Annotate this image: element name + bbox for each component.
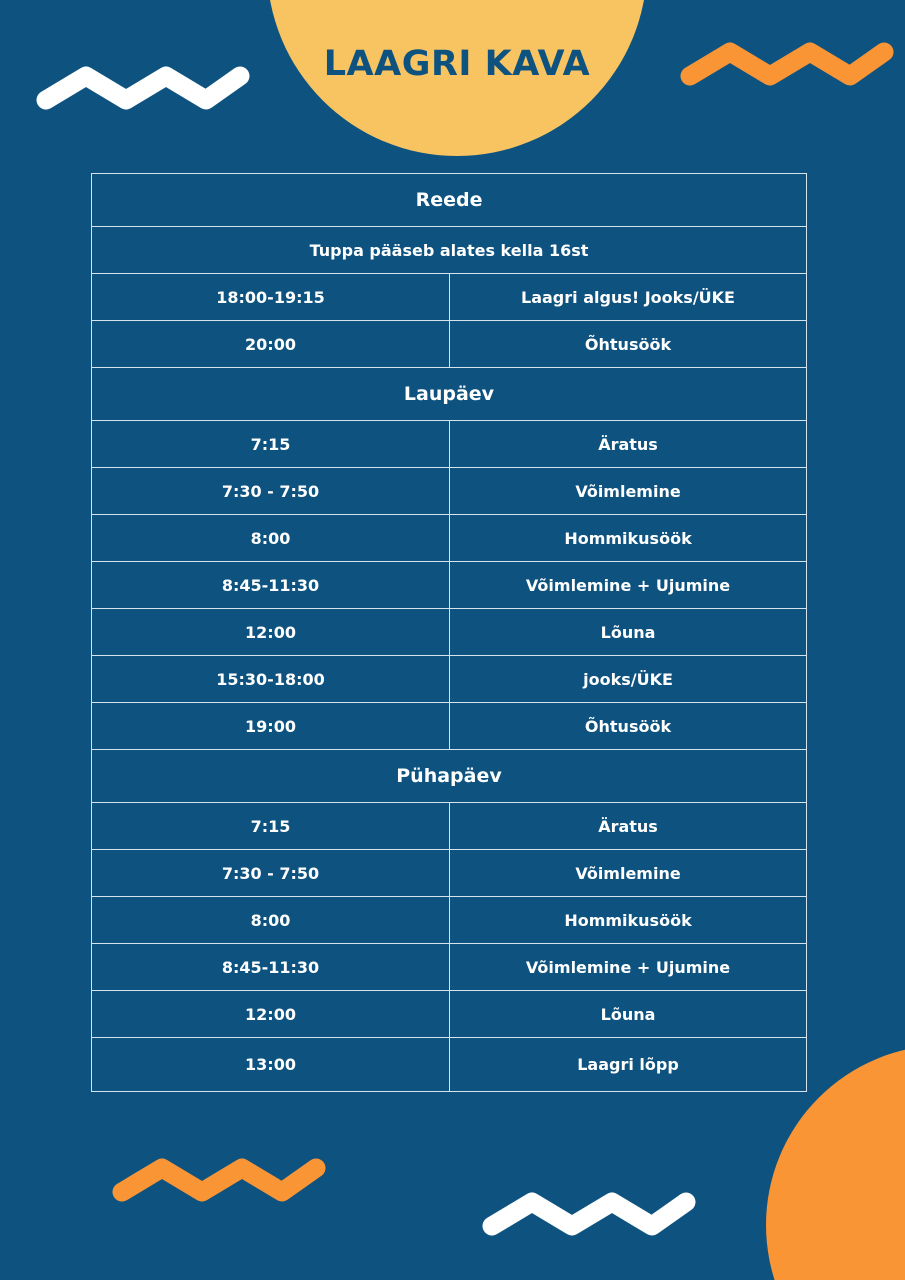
schedule-row: [92, 562, 807, 609]
activity-cell: jooks/ÜKE: [450, 656, 807, 703]
time-cell: 7:15: [92, 421, 450, 468]
schedule-row: [92, 803, 807, 850]
day-note: Tuppa pääseb alates kella 16st: [92, 227, 807, 274]
white-zigzag-top-left-icon: [30, 60, 256, 122]
schedule-table: [91, 173, 807, 1092]
schedule-row: [92, 850, 807, 897]
activity-cell: Äratus: [450, 421, 807, 468]
activity-cell: Hommikusöök: [450, 897, 807, 944]
time-cell: 7:15: [92, 803, 450, 850]
schedule-row: [92, 421, 807, 468]
schedule-row: [92, 609, 807, 656]
time-cell: 18:00-19:15: [92, 274, 450, 321]
time-cell: 20:00: [92, 321, 450, 368]
page-title: LAAGRI KAVA: [323, 44, 591, 84]
day-name: Pühapäev: [92, 750, 807, 803]
time-cell: 7:30 - 7:50: [92, 850, 450, 897]
schedule-row: [92, 468, 807, 515]
time-cell: 8:45-11:30: [92, 562, 450, 609]
time-cell: 15:30-18:00: [92, 656, 450, 703]
schedule-row: [92, 897, 807, 944]
orange-zigzag-top-right-icon: [674, 36, 900, 98]
day-header-row: [92, 368, 807, 421]
activity-cell: Lõuna: [450, 991, 807, 1038]
activity-cell: Hommikusöök: [450, 515, 807, 562]
activity-cell: Võimlemine: [450, 850, 807, 897]
day-name: Laupäev: [92, 368, 807, 421]
time-cell: 7:30 - 7:50: [92, 468, 450, 515]
activity-cell: Võimlemine: [450, 468, 807, 515]
time-cell: 8:00: [92, 897, 450, 944]
schedule-row: [92, 944, 807, 991]
activity-cell: Laagri lõpp: [450, 1038, 807, 1092]
activity-cell: Võimlemine + Ujumine: [450, 944, 807, 991]
day-header-row: [92, 174, 807, 227]
schedule-row: [92, 515, 807, 562]
activity-cell: Õhtusöök: [450, 321, 807, 368]
time-cell: 13:00: [92, 1038, 450, 1092]
time-cell: 19:00: [92, 703, 450, 750]
day-header-row: [92, 750, 807, 803]
white-zigzag-bottom-icon: [476, 1186, 702, 1248]
schedule-row: [92, 991, 807, 1038]
time-cell: 8:45-11:30: [92, 944, 450, 991]
schedule-row: [92, 1038, 807, 1092]
schedule-row: [92, 656, 807, 703]
schedule-row: [92, 274, 807, 321]
activity-cell: Võimlemine + Ujumine: [450, 562, 807, 609]
time-cell: 12:00: [92, 991, 450, 1038]
activity-cell: Lõuna: [450, 609, 807, 656]
time-cell: 12:00: [92, 609, 450, 656]
day-note-row: [92, 227, 807, 274]
activity-cell: Õhtusöök: [450, 703, 807, 750]
activity-cell: Laagri algus! Jooks/ÜKE: [450, 274, 807, 321]
orange-zigzag-bottom-left-icon: [106, 1152, 332, 1214]
schedule-row: [92, 703, 807, 750]
activity-cell: Äratus: [450, 803, 807, 850]
day-name: Reede: [92, 174, 807, 227]
schedule-row: [92, 321, 807, 368]
time-cell: 8:00: [92, 515, 450, 562]
